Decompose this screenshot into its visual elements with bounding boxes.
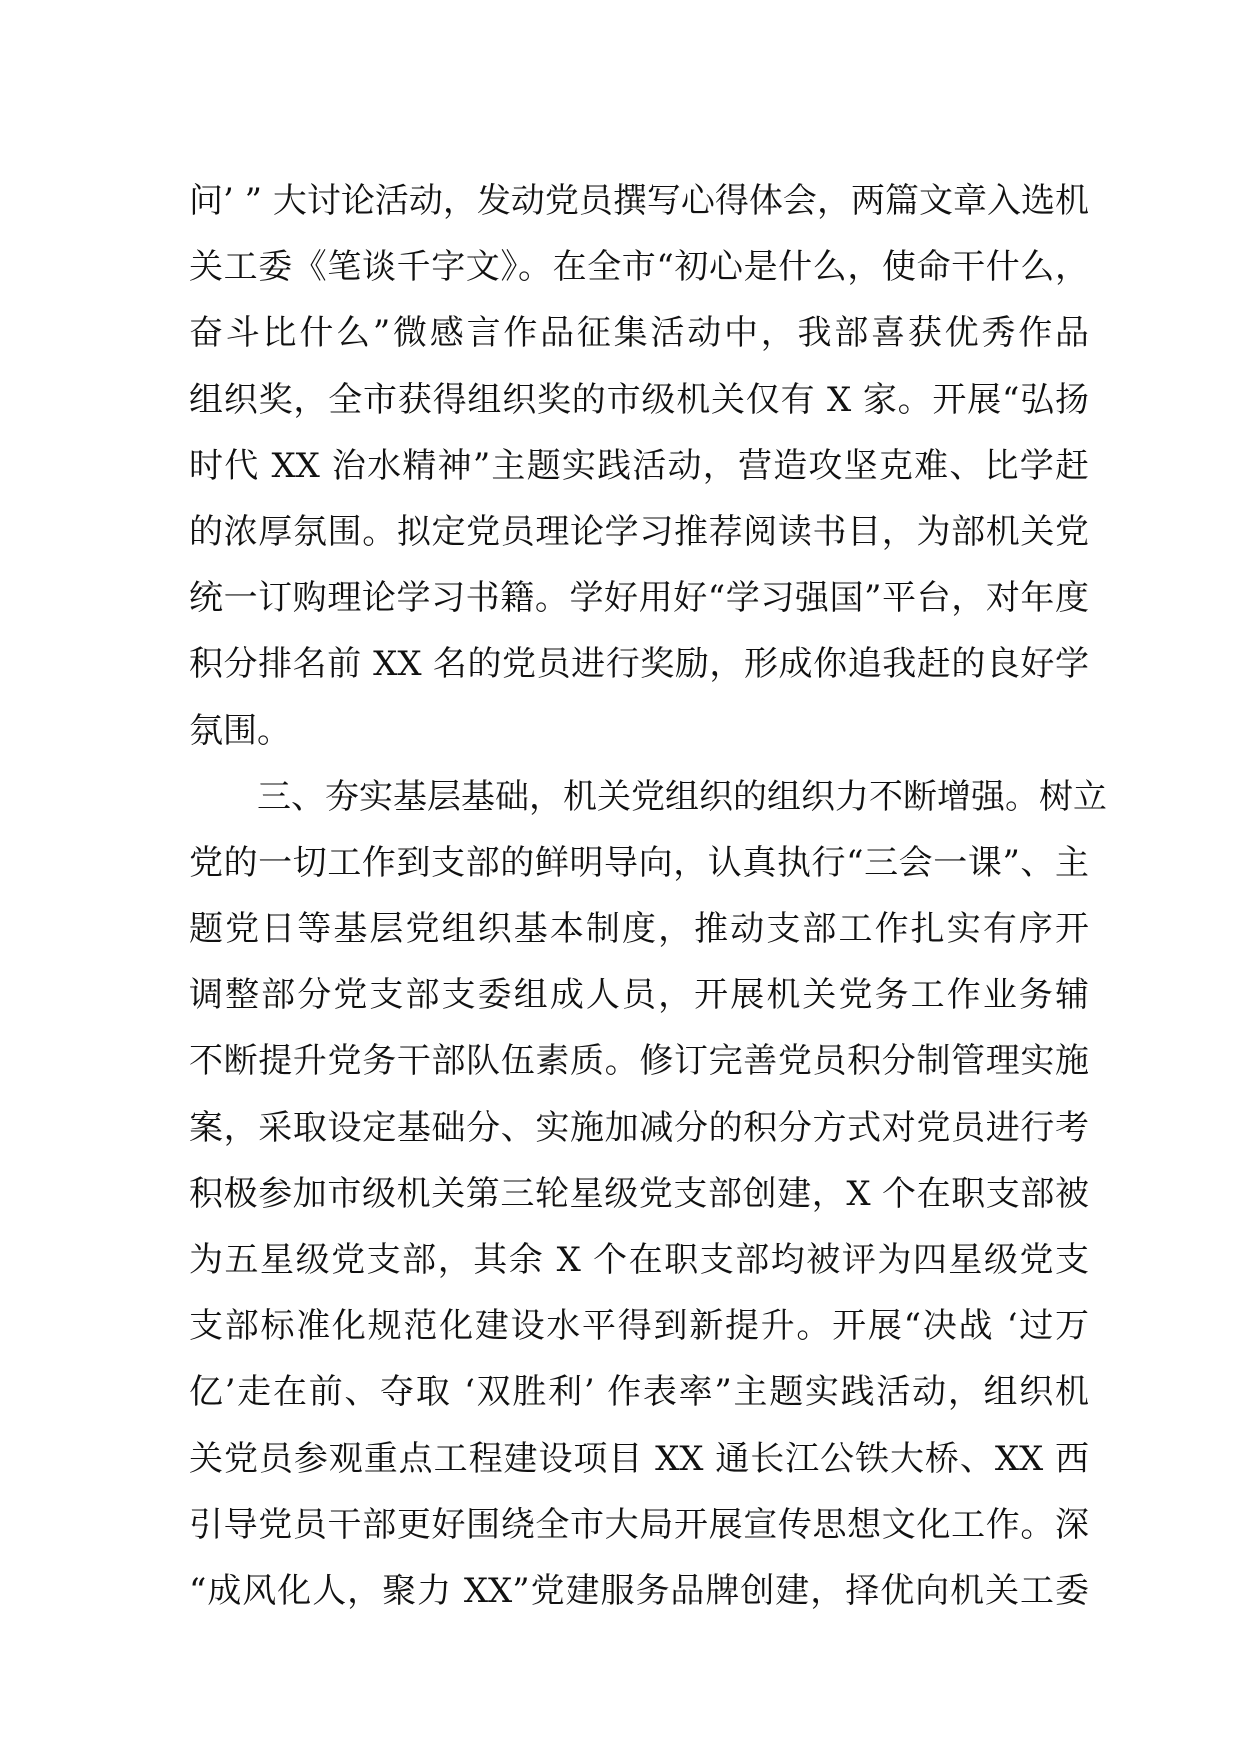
text-line: 亿’走在前、夺取 ‘双胜利’ 作表率”主题实践活动，组织机 bbox=[189, 1372, 1089, 1413]
text-line: 调整部分党支部支委组成人员，开展机关党务工作业务辅 bbox=[189, 975, 1089, 1016]
text-line: 支部标准化规范化建设水平得到新提升。开展“决战 ‘过万 bbox=[189, 1306, 1089, 1347]
text-line: 党的一切工作到支部的鲜明导向，认真执行“三会一课”、主 bbox=[189, 842, 1089, 883]
text-line: 引导党员干部更好围绕全市大局开展宣传思想文化工作。深 bbox=[189, 1504, 1089, 1545]
text-line: 组织奖，全市获得组织奖的市级机关仅有 X 家。开展“弘扬 bbox=[189, 379, 1089, 420]
text-line: 问’ ” 大讨论活动，发动党员撰写心得体会，两篇文章入选机 bbox=[189, 181, 1089, 221]
text-line: 积极参加市级机关第三轮星级党支部创建，X 个在职支部被 bbox=[189, 1173, 1089, 1214]
text-line: 不断提升党务干部队伍素质。修订完善党员积分制管理实施 bbox=[189, 1041, 1089, 1082]
text-line: 统一订购理论学习书籍。学好用好“学习强国”平台，对年度 bbox=[189, 578, 1089, 619]
text-line: “成风化人，聚力 XX”党建服务品牌创建，择优向机关工委 bbox=[189, 1570, 1089, 1611]
text-line: 案，采取设定基础分、实施加减分的积分方式对党员进行考 bbox=[189, 1107, 1089, 1148]
body-text bbox=[189, 168, 1107, 1624]
text-line: 氛围。 bbox=[189, 710, 291, 751]
text-line: 积分排名前 XX 名的党员进行奖励，形成你追我赶的良好学 bbox=[189, 644, 1089, 685]
section-heading-line: 三、夯实基层基础，机关党组织的组织力不断增强。树立 bbox=[257, 776, 1107, 817]
text-line: 时代 XX 治水精神”主题实践活动，营造攻坚克难、比学赶 bbox=[189, 445, 1089, 486]
text-line: 题党日等基层党组织基本制度，推动支部工作扎实有序开 bbox=[189, 909, 1089, 950]
text-line: 关工委《笔谈千字文》。在全市“初心是什么，使命干什么， bbox=[189, 247, 1089, 288]
text-line: 奋斗比什么”微感言作品征集活动中，我部喜获优秀作品 bbox=[189, 313, 1089, 354]
text-line: 的浓厚氛围。拟定党员理论学习推荐阅读书目，为部机关党 bbox=[189, 511, 1089, 552]
text-line: 为五星级党支部，其余 X 个在职支部均被评为四星级党支 bbox=[189, 1240, 1089, 1280]
text-line: 关党员参观重点工程建设项目 XX 通长江公铁大桥、XX 西 bbox=[189, 1438, 1089, 1479]
